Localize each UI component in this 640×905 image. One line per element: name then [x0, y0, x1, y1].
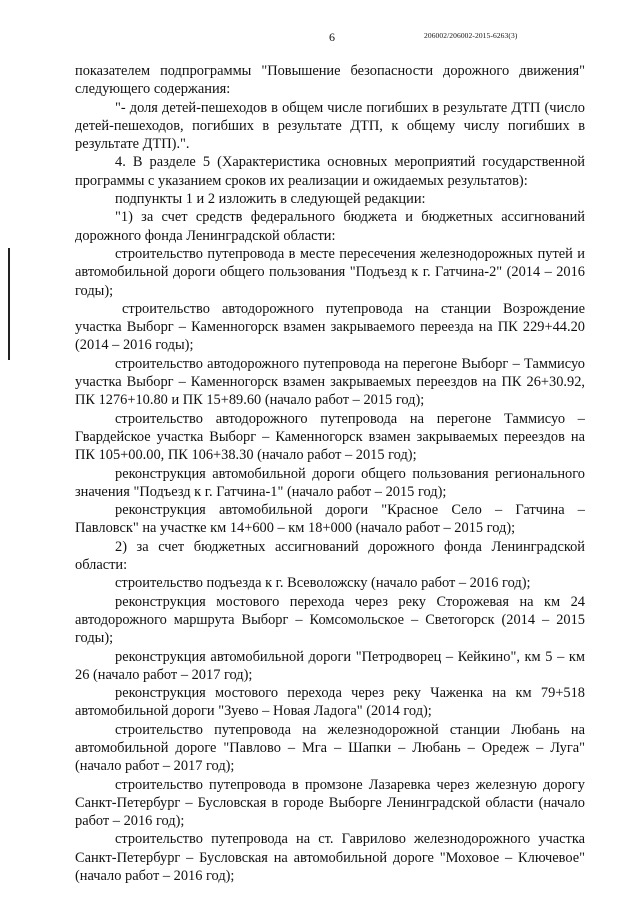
paragraph: подпункты 1 и 2 изложить в следующей редакции:	[115, 191, 426, 208]
paragraph: строительство автодорожного путепровода на перегоне Выборг – Таммисуо участка Выборг – Каменногорск взамен закрываемых переездов на ПК 26+30.92, ПК 1276+10.80 и ПК 15+89.60 (начало работ – 2015 год);	[75, 355, 585, 409]
paragraph: показателем подпрограммы "Повышение безопасности дорожного движения" следующего содержания:	[75, 63, 585, 98]
paragraph: строительство подъезда к г. Всеволожску (начало работ – 2016 год);	[115, 575, 531, 592]
paragraph: реконструкция мостового перехода через реку Чаженка на км 79+518 автомобильной дороги "Зуево – Новая Ладога" (2014 год);	[75, 685, 585, 720]
paragraph: 2) за счет бюджетных ассигнований дорожного фонда Ленинградской области:	[75, 538, 585, 574]
paragraph: строительство автодорожного путепровода на перегоне Таммисуо – Гвардейское участка Выборг – Каменногорск взамен закрываемых переездов на ПК 105+00.00, ПК 106+38.30 (начало работ – 2015 год);	[75, 410, 585, 464]
paragraph: 4. В разделе 5 (Характеристика основных мероприятий государственной программы с указанием сроков их реализации и ожидаемых результатов):	[75, 154, 585, 189]
paragraph: строительство путепровода в промзоне Лазаревка через железную дорогу Санкт-Петербург – Бусловская в городе Выборге Ленинградской области (начало работ – 2016 год);	[75, 776, 585, 830]
scan-edge-mark	[8, 248, 10, 360]
document-body	[75, 62, 585, 885]
paragraph: реконструкция мостового перехода через реку Сторожевая на км 24 автодорожного маршрута Выборг – Комсомольское – Светогорск (2014 – 2015 годы);	[75, 593, 585, 647]
paragraph: строительство автодорожного путепровода на станции Возрождение участка Выборг – Каменногорск взамен закрываемого переезда на ПК 229+44.20 (2014 – 2016 годы);	[75, 300, 585, 354]
page-number: 6	[329, 30, 335, 44]
paragraph: реконструкция автомобильной дороги общего пользования регионального значения "Подъезд к г. Гатчина-1" (начало работ – 2015 год);	[75, 465, 585, 500]
paragraph: реконструкция автомобильной дороги "Петродворец – Кейкино", км 5 – км 26 (начало работ – 2017 год);	[75, 648, 585, 683]
paragraph: строительство путепровода на ст. Гаврилово железнодорожного участка Санкт-Петербург – Бусловская на автомобильной дороге "Моховое – Ключевое" (начало работ – 2016 год);	[75, 831, 585, 885]
paragraph: реконструкция автомобильной дороги "Красное Село – Гатчина – Павловск" на участке км 14+600 – км 18+000 (начало работ – 2015 год);	[75, 502, 585, 537]
paragraph: строительство путепровода в месте пересечения железнодорожных путей и автомобильной дороги общего пользования "Подъезд к г. Гатчина-2" (2014 – 2016 годы);	[75, 245, 585, 299]
paragraph: "1) за счет средств федерального бюджета и бюджетных ассигнований дорожного фонда Ленинградской области:	[75, 209, 585, 244]
paragraph: строительство путепровода на железнодорожной станции Любань на автомобильной дороге "Павлово – Мга – Шапки – Любань – Оредеж – Луга" (начало работ – 2017 год);	[75, 721, 585, 775]
document-code: 206002/206002-2015-6263(3)	[424, 31, 518, 40]
paragraph: "- доля детей-пешеходов в общем числе погибших в результате ДТП (число детей-пешеходов, погибших в результате ДТП, к общему числу погибших в результате ДТП).".	[75, 99, 585, 153]
